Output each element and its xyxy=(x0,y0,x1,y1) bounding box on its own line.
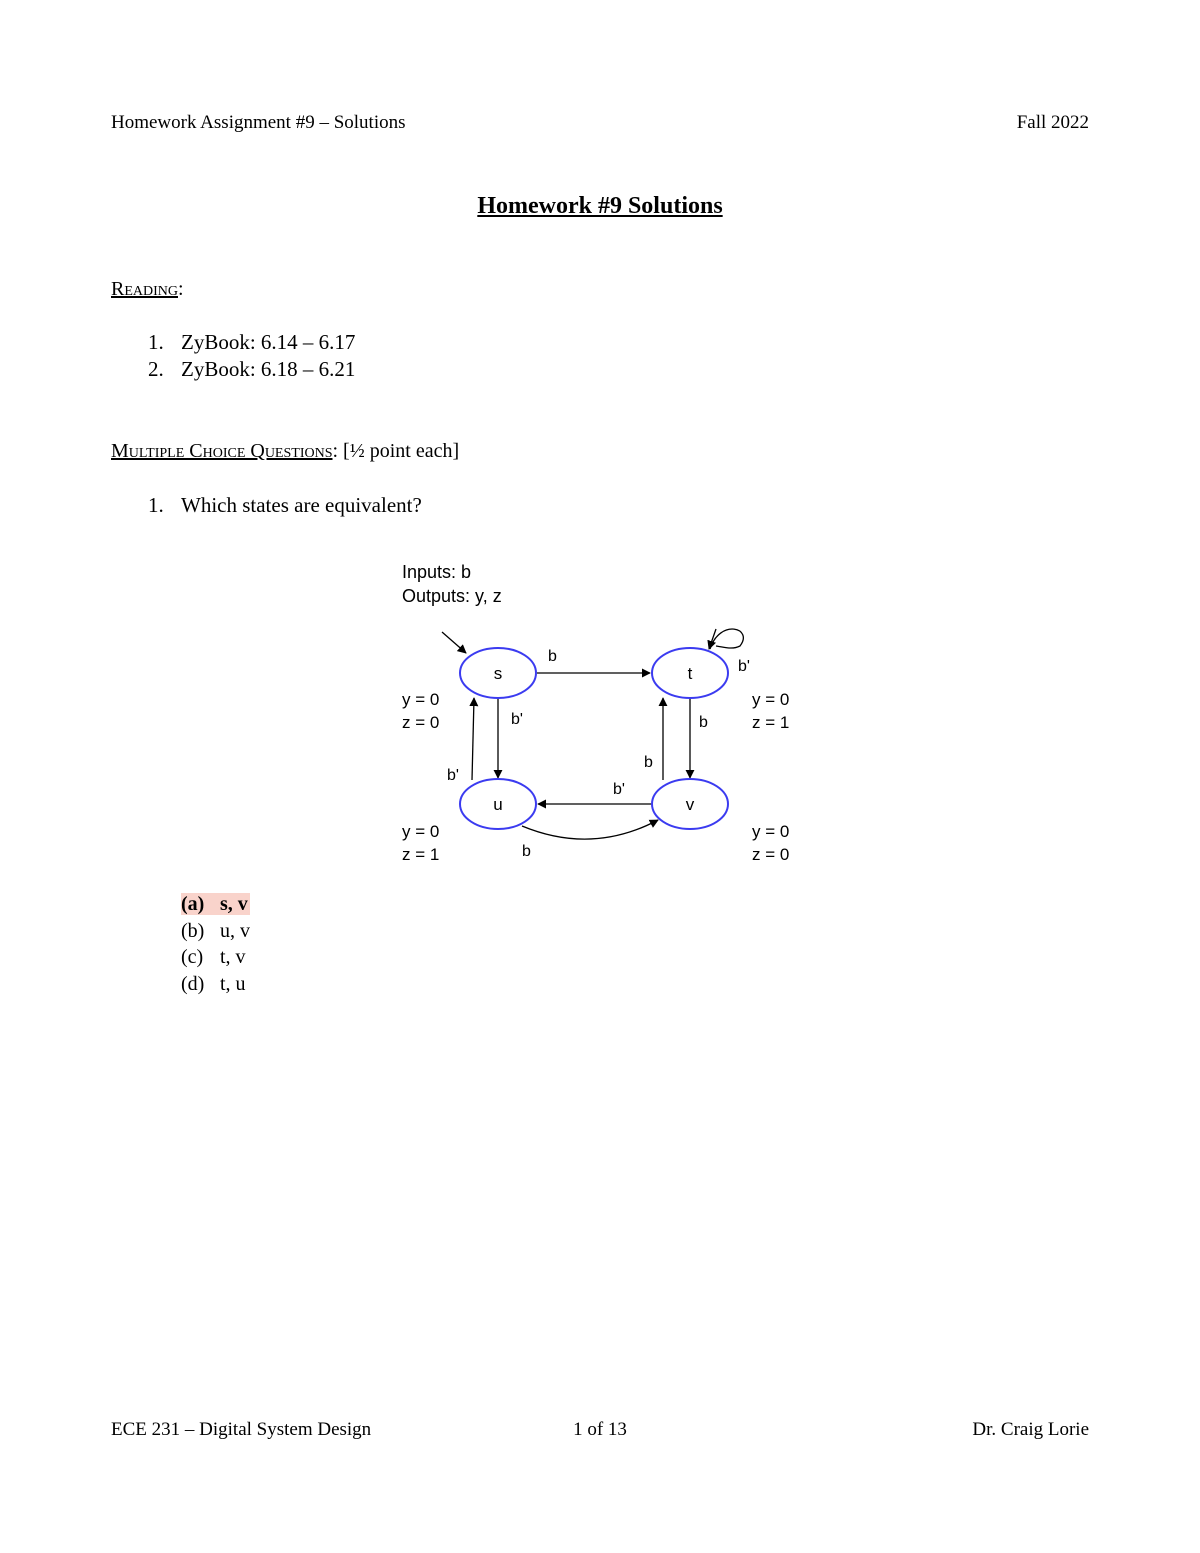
mcq-heading xyxy=(111,440,459,463)
reading-item-text: ZyBook: 6.14 – 6.17 xyxy=(181,330,356,354)
question-1 xyxy=(148,493,422,518)
footer-left: ECE 231 – Digital System Design xyxy=(111,1419,372,1440)
reading-item-text: ZyBook: 6.18 – 6.21 xyxy=(181,357,356,381)
state-v-z: z = 0 xyxy=(752,845,790,864)
edge-label-s-u: b' xyxy=(511,711,523,728)
start-arrow xyxy=(442,632,466,653)
option-text: t, u xyxy=(220,973,246,995)
mcq-label: Multiple Choice Questions xyxy=(111,440,333,462)
option-text: s, v xyxy=(220,893,248,915)
edge-u-to-v xyxy=(522,820,658,839)
reading-heading xyxy=(111,278,184,301)
option-a[interactable] xyxy=(181,891,250,918)
state-t-y: y = 0 xyxy=(752,690,790,709)
option-text: t, v xyxy=(220,946,246,968)
edge-label-u-v: b xyxy=(522,843,531,860)
option-label: (b) xyxy=(181,920,205,942)
option-b[interactable] xyxy=(181,918,250,945)
diagram-inputs-label: Inputs: b xyxy=(402,562,472,582)
state-v-y: y = 0 xyxy=(752,822,790,841)
reading-item-2 xyxy=(148,357,355,382)
edge-label-v-u: b' xyxy=(613,781,625,798)
state-name-v: v xyxy=(685,795,695,814)
option-c[interactable] xyxy=(181,944,246,971)
state-name-t: t xyxy=(687,664,693,683)
footer-page-number: 1 of 13 xyxy=(573,1419,627,1440)
edge-u-to-s xyxy=(472,698,474,780)
state-s-y: y = 0 xyxy=(402,690,440,709)
option-label: (a) xyxy=(181,893,205,915)
state-name-u: u xyxy=(493,795,503,814)
option-d[interactable] xyxy=(181,971,246,998)
state-diagram xyxy=(380,550,820,870)
diagram-outputs-label: Outputs: y, z xyxy=(402,586,502,606)
reading-item-number: 2. xyxy=(148,357,164,381)
footer-right: Dr. Craig Lorie xyxy=(972,1419,1089,1440)
question-number: 1. xyxy=(148,493,164,517)
state-u-y: y = 0 xyxy=(402,822,440,841)
header-right: Fall 2022 xyxy=(1016,112,1089,133)
option-text: u, v xyxy=(220,920,250,942)
edge-label-v-t: b xyxy=(644,754,653,771)
state-s-z: z = 0 xyxy=(402,713,440,732)
option-label: (c) xyxy=(181,946,204,968)
question-text: Which states are equivalent? xyxy=(181,493,422,517)
reading-label: Reading xyxy=(111,278,178,300)
state-name-s: s xyxy=(493,664,503,683)
state-t-z: z = 1 xyxy=(752,713,790,732)
reading-colon: : xyxy=(178,278,184,300)
edge-label-u-s: b' xyxy=(447,767,459,784)
edge-label-t-t: b' xyxy=(738,658,750,675)
reading-item-1 xyxy=(148,330,355,355)
edge-label-t-v: b xyxy=(699,714,708,731)
mcq-suffix: : [½ point each] xyxy=(332,440,460,462)
edge-label-s-t: b xyxy=(548,648,557,665)
header-left: Homework Assignment #9 – Solutions xyxy=(111,112,406,133)
reading-item-number: 1. xyxy=(148,330,164,354)
state-u-z: z = 1 xyxy=(402,845,440,864)
page-title: Homework #9 Solutions xyxy=(477,193,723,219)
option-label: (d) xyxy=(181,973,205,995)
